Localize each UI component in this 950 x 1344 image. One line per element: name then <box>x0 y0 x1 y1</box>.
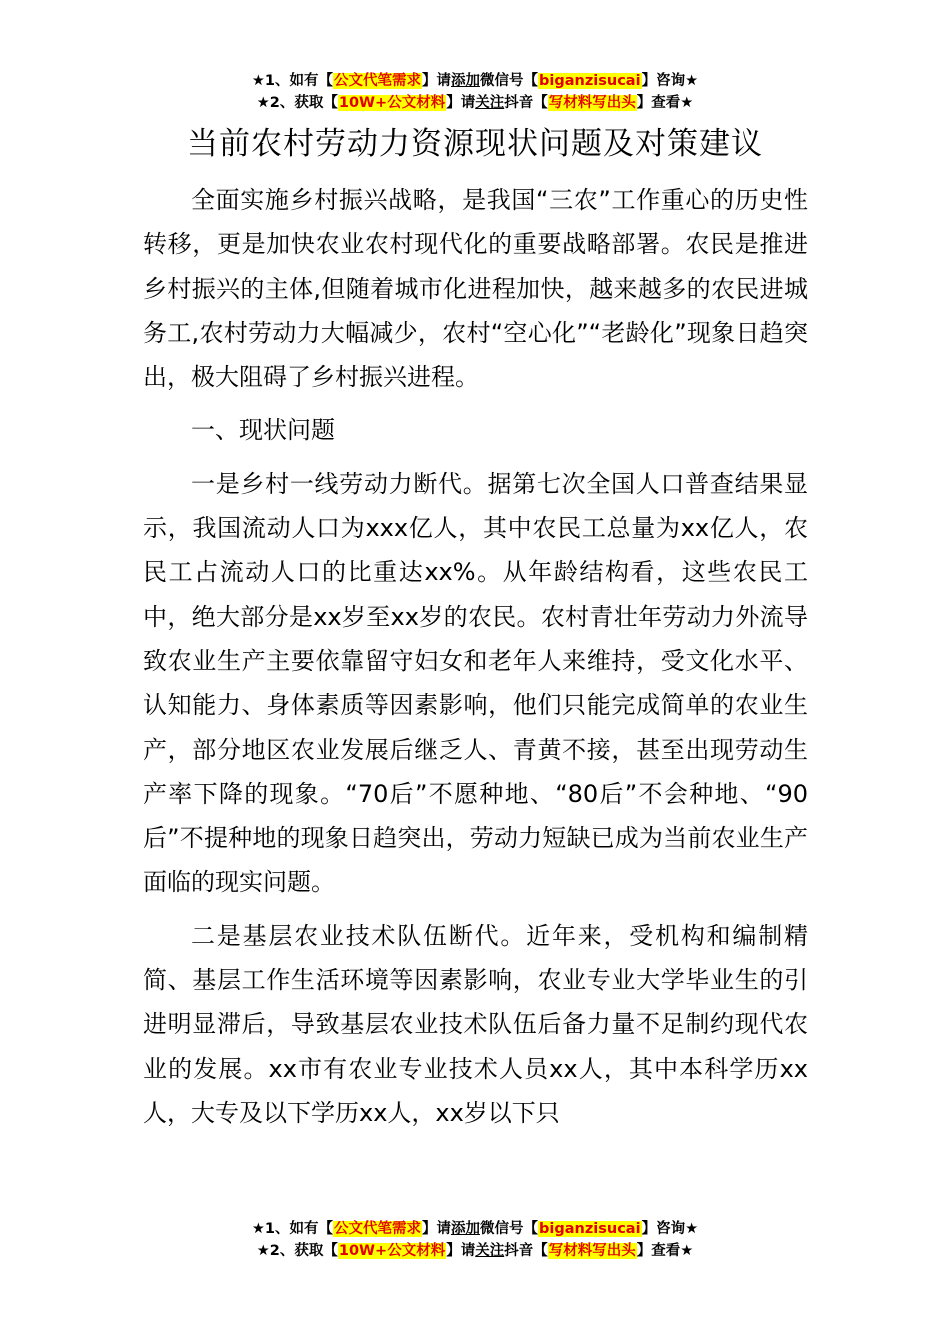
paragraph-intro: 全面实施乡村振兴战略，是我国“三农”工作重心的历史性转移，更是加快农业农村现代化的重要战略部署。农民是推进乡村振兴的主体,但随着城市化进程加快，越来越多的农民进城务工,农村劳动力大幅减少，农村“空心化”“老龄化”现象日趋突出，极大阻碍了乡村振兴进程。 <box>143 186 808 392</box>
promo-text: 抖音【 <box>504 95 548 111</box>
promo-text: 】咨询★ <box>641 1221 699 1237</box>
promo-highlight: 10W+公文材料 <box>338 95 446 111</box>
promo-highlight: 公文代笔需求 <box>334 73 422 89</box>
promo-banner-bottom <box>0 1218 950 1262</box>
paragraph-labor-gap: 一是乡村一线劳动力断代。据第七次全国人口普查结果显示，我国流动人口为xxx亿人，其中农民工总量为xx亿人，农民工占流动人口的比重达xx%。从年龄结构看，这些农民工中，绝大部分是xx岁至xx岁的农民。农村青壮年劳动力外流导致农业生产主要依靠留守妇女和老年人来维持，受文化水平、认知能力、身体素质等因素影响，他们只能完成简单的农业生产，部分地区农业发展后继乏人、青黄不接，甚至出现劳动生产率下降的现象。“70后”不愿种地、“80后”不会种地、“90后”不提种地的现象日趋突出，劳动力短缺已成为当前农业生产面临的现实问题。 <box>143 469 808 897</box>
promo-text: 】咨询★ <box>641 73 699 89</box>
promo-text: ★2、获取【 <box>256 95 338 111</box>
promo-underlined: 关注 <box>475 1243 505 1259</box>
promo-text: 微信号【 <box>480 1221 539 1237</box>
section-heading: 一、现状问题 <box>191 416 335 445</box>
promo-highlight: biganzisucai <box>539 73 641 89</box>
promo-underlined: 添加 <box>451 73 481 89</box>
promo-text: ★1、如有【 <box>251 1221 334 1237</box>
promo-line-1 <box>0 1218 950 1240</box>
promo-text: ★2、获取【 <box>256 1243 338 1259</box>
promo-highlight: 写材料写出头 <box>548 1243 636 1259</box>
promo-text: 】请 <box>446 1243 476 1259</box>
paragraph-tech-team-gap: 二是基层农业技术队伍断代。近年来，受机构和编制精简、基层工作生活环境等因素影响，农业专业大学毕业生的引进明显滞后，导致基层农业技术队伍后备力量不足制约现代农业的发展。xx市有农业专业技术人员xx人，其中本科学历xx人，大专及以下学历xx人，xx岁以下只 <box>143 921 808 1127</box>
promo-text: 】请 <box>422 73 452 89</box>
promo-text: 抖音【 <box>504 1243 548 1259</box>
promo-text: ★1、如有【 <box>251 73 334 89</box>
promo-highlight: 写材料写出头 <box>548 95 636 111</box>
promo-text: 】查看★ <box>636 95 694 111</box>
promo-text: 微信号【 <box>480 73 539 89</box>
promo-line-2 <box>0 92 950 114</box>
promo-text: 】请 <box>422 1221 452 1237</box>
promo-line-1 <box>0 70 950 92</box>
promo-highlight: 公文代笔需求 <box>334 1221 422 1237</box>
promo-highlight: biganzisucai <box>539 1221 641 1237</box>
document-title: 当前农村劳动力资源现状问题及对策建议 <box>187 126 763 162</box>
promo-underlined: 关注 <box>475 95 505 111</box>
promo-line-2 <box>0 1240 950 1262</box>
promo-text: 】请 <box>446 95 476 111</box>
promo-text: 】查看★ <box>636 1243 694 1259</box>
document-body <box>143 178 808 1144</box>
promo-banner-top <box>0 70 950 114</box>
promo-highlight: 10W+公文材料 <box>338 1243 446 1259</box>
promo-underlined: 添加 <box>451 1221 481 1237</box>
